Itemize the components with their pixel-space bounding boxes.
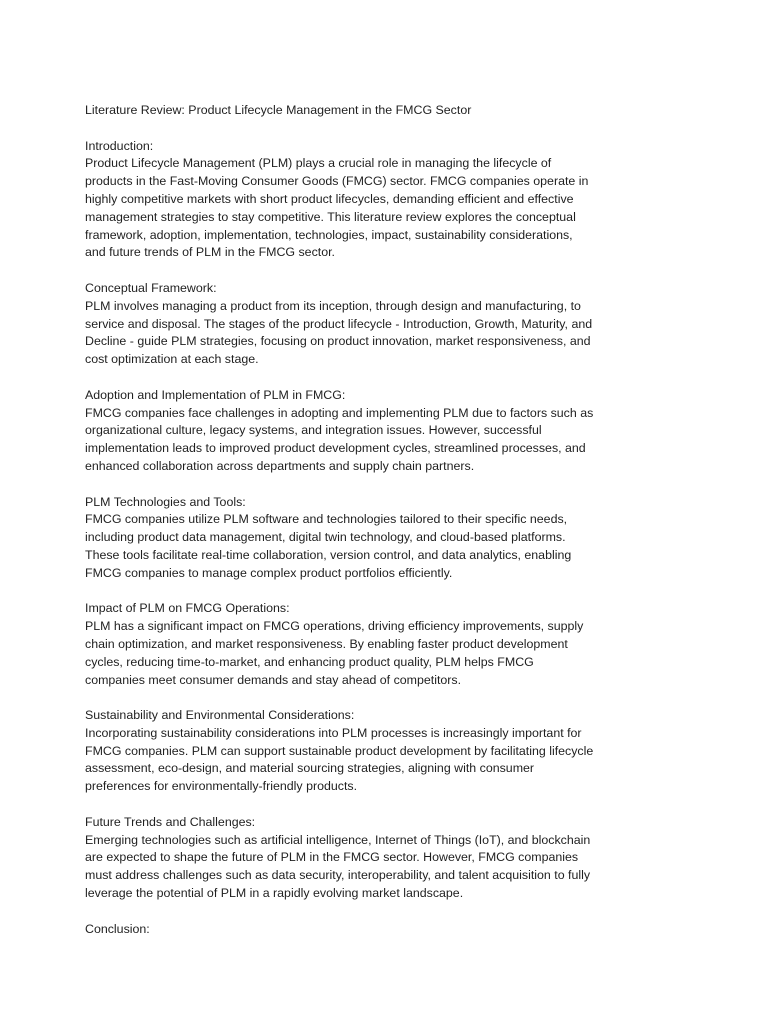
text-line: and future trends of PLM in the FMCG sector.	[85, 245, 335, 260]
section-heading: Impact of PLM on FMCG Operations:	[85, 601, 290, 616]
text-line: Incorporating sustainability considerations into PLM processes is increasingly important for	[85, 725, 582, 740]
section-body	[85, 155, 645, 262]
text-line: management strategies to stay competitive. This literature review explores the conceptual	[85, 209, 576, 224]
text-line: These tools facilitate real-time collaboration, version control, and data analytics, enabling	[85, 547, 572, 562]
text-line: PLM has a significant impact on FMCG operations, driving efficiency improvements, supply	[85, 619, 584, 634]
text-line: PLM involves managing a product from its inception, through design and manufacturing, to	[85, 298, 581, 313]
text-line: are expected to shape the future of PLM in the FMCG sector. However, FMCG companies	[85, 850, 579, 865]
text-line: cycles, reducing time-to-market, and enhancing product quality, PLM helps FMCG	[85, 654, 534, 669]
text-line: Product Lifecycle Management (PLM) plays a crucial role in managing the lifecycle of	[85, 156, 552, 171]
text-line: companies meet consumer demands and stay ahead of competitors.	[85, 672, 462, 687]
text-line: FMCG companies to manage complex product portfolios efficiently.	[85, 565, 453, 580]
text-line: FMCG companies face challenges in adopting and implementing PLM due to factors such as	[85, 405, 594, 420]
text-line: Decline - guide PLM strategies, focusing on product innovation, market responsiveness, and	[85, 334, 591, 349]
text-line: chain optimization, and market responsiveness. By enabling faster product development	[85, 636, 568, 651]
section-conceptual-framework	[85, 280, 645, 369]
text-line: FMCG companies utilize PLM software and technologies tailored to their specific needs,	[85, 512, 568, 527]
section-technologies-tools	[85, 494, 645, 583]
text-line: leverage the potential of PLM in a rapidly evolving market landscape.	[85, 886, 464, 901]
section-conclusion	[85, 921, 645, 939]
section-sustainability	[85, 707, 645, 796]
section-body	[85, 511, 645, 582]
text-line: cost optimization at each stage.	[85, 352, 259, 367]
text-line: preferences for environmentally-friendly products.	[85, 779, 358, 794]
section-heading: Conclusion:	[85, 921, 150, 936]
section-adoption-implementation	[85, 387, 645, 476]
section-heading: Sustainability and Environmental Considerations:	[85, 708, 355, 723]
section-body	[85, 405, 645, 476]
section-heading: Adoption and Implementation of PLM in FMCG:	[85, 387, 346, 402]
text-line: framework, adoption, implementation, technologies, impact, sustainability considerations,	[85, 227, 573, 242]
text-line: including product data management, digital twin technology, and cloud-based platforms.	[85, 530, 566, 545]
text-line: implementation leads to improved product development cycles, streamlined processes, and	[85, 441, 586, 456]
section-heading: Introduction:	[85, 138, 154, 153]
text-line: must address challenges such as data security, interoperability, and talent acquisition to fully	[85, 868, 591, 883]
section-heading: Future Trends and Challenges:	[85, 814, 256, 829]
document-page	[85, 102, 645, 956]
text-line: products in the Fast-Moving Consumer Goods (FMCG) sector. FMCG companies operate in	[85, 174, 589, 189]
section-impact	[85, 600, 645, 689]
section-introduction	[85, 138, 645, 263]
section-body	[85, 618, 645, 689]
text-line: Emerging technologies such as artificial intelligence, Internet of Things (IoT), and blockchain	[85, 832, 591, 847]
text-line: organizational culture, legacy systems, and integration issues. However, successful	[85, 423, 542, 438]
section-heading: PLM Technologies and Tools:	[85, 494, 246, 509]
section-future-trends	[85, 814, 645, 903]
text-line: enhanced collaboration across departments and supply chain partners.	[85, 458, 475, 473]
text-line: service and disposal. The stages of the product lifecycle - Introduction, Growth, Maturity, and	[85, 316, 593, 331]
document-title: Literature Review: Product Lifecycle Management in the FMCG Sector	[85, 103, 472, 117]
section-body	[85, 725, 645, 796]
section-body	[85, 298, 645, 369]
section-body	[85, 832, 645, 903]
text-line: highly competitive markets with short product lifecycles, demanding efficient and effective	[85, 191, 574, 206]
section-heading: Conceptual Framework:	[85, 280, 217, 295]
text-line: FMCG companies. PLM can support sustainable product development by facilitating lifecycle	[85, 743, 594, 758]
text-line: assessment, eco-design, and material sourcing strategies, aligning with consumer	[85, 761, 535, 776]
